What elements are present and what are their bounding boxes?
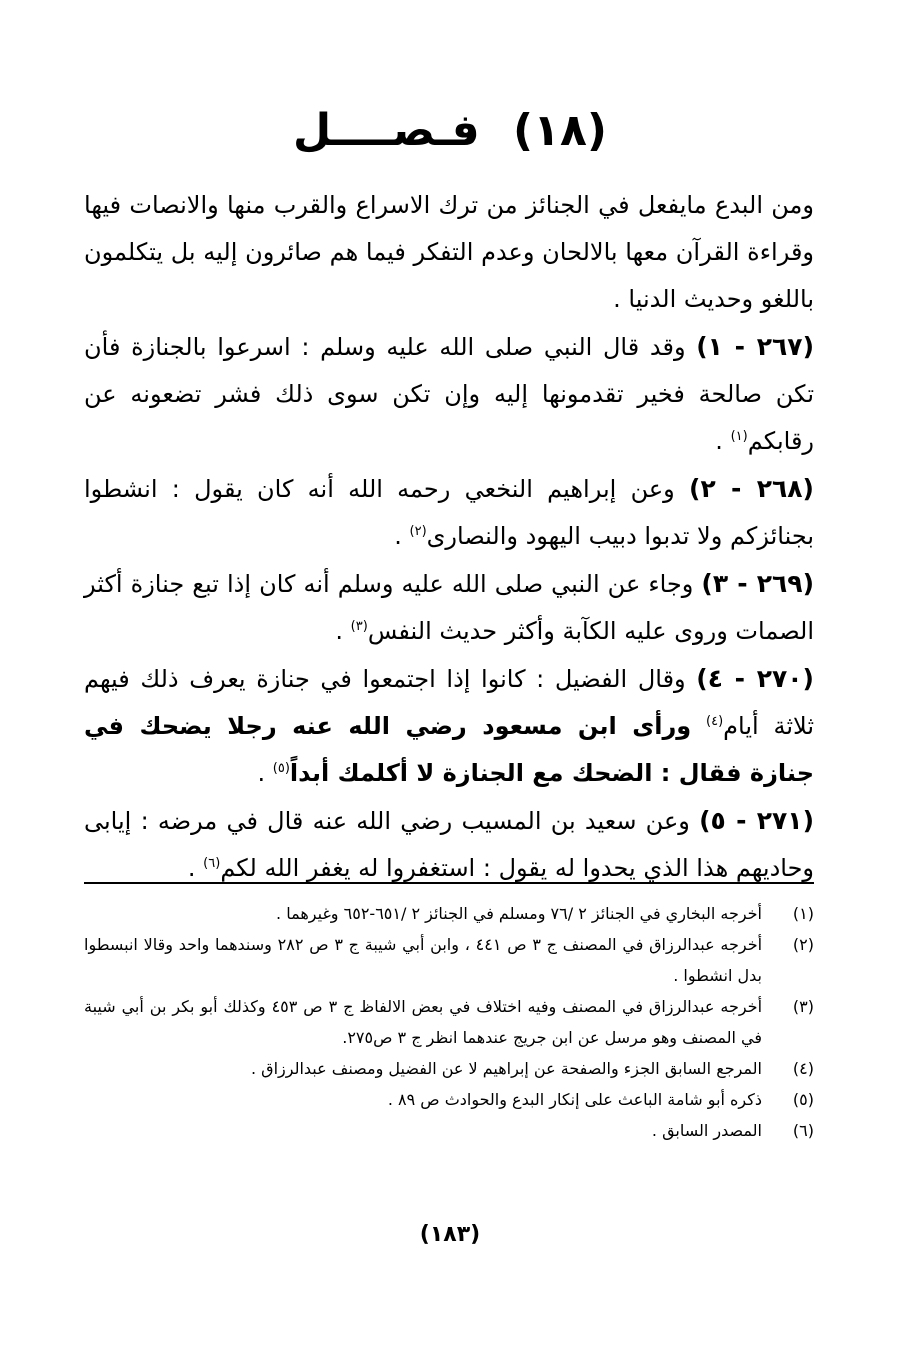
footnote-item (84, 898, 814, 929)
footnote-ref: (٣) (350, 619, 368, 634)
footnote-text: أخرجه البخاري في الجنائز ٢ /٧٦ ومسلم في الجنائز ٢ /٦٥١-٦٥٢ وغيرهما . (276, 904, 762, 923)
section-heading: فـصــــل (293, 105, 480, 156)
entry-text: وجاء عن النبي صلى الله عليه وسلم أنه كان إذا تبع جنازة أكثر الصمات وروى عليه الكآبة وأكثر حديث النفس (84, 570, 814, 645)
footnote-item (84, 991, 814, 1053)
entry-number: (٢٧٠ - ٤) (696, 664, 814, 693)
entry-end: . (715, 427, 723, 455)
section-number: (١٨) (513, 105, 607, 156)
entry-text: وعن إبراهيم النخعي رحمه الله أنه كان يقول : انشطوا بجنائزكم ولا تدبوا دبيب اليهود والنصارى (84, 475, 814, 550)
entry-text: وعن سعيد بن المسيب رضي الله عنه قال في مرضه : إيابى وحاديهم هذا الذي يحدوا له يقول : استغفروا له يغفر الله لكم (84, 807, 814, 882)
page-number: (١٨٣) (419, 1222, 481, 1247)
footnote-item (84, 1115, 814, 1146)
footnote-number: (٦) (792, 1121, 814, 1140)
main-text (84, 182, 814, 892)
entry-end: . (257, 759, 266, 787)
footnote-ref: (٤) (706, 714, 724, 729)
footnote-ref: (٦) (203, 856, 221, 871)
intro-paragraph: ومن البدع مايفعل في الجنائز من ترك الاسراع والقرب منها والانصات فيها وقراءة القرآن معها بالالحان وعدم التفكر فيما هم صائرون إليه بل يتكلمون باللغو وحديث الدنيا . (84, 191, 814, 313)
footnotes (84, 898, 814, 1146)
footnote-number: (٣) (792, 997, 814, 1016)
footnote-number: (٤) (792, 1059, 814, 1078)
footnote-text: أخرجه عبدالرزاق في المصنف ج ٣ ص ٤٤١ ، وابن أبي شيبة ج ٣ ص ٢٨٢ وسندهما واحد وقالا انبسطوا بدل انشطوا . (84, 935, 763, 985)
footnote-text: ذكره أبو شامة الباعث على إنكار البدع والحوادث ص ٨٩ . (387, 1090, 762, 1109)
entry-268 (84, 465, 814, 560)
footnote-text: أخرجه عبدالرزاق في المصنف وفيه اختلاف في بعض الالفاظ ج ٣ ص ٤٥٣ وكذلك أبو بكر بن أبي شيبة في المصنف وهو مرسل عن ابن جريج عندهما انظر ج ٣ ص٢٧٥. (84, 997, 763, 1047)
entry-text-continued: ورأى ابن مسعود رضي الله عنه رجلا يضحك في جنازة فقال : الضحك مع الجنازة لا أكلمك أبداً (84, 712, 814, 787)
entry-end: . (187, 854, 196, 882)
entry-text: وقال الفضيل : كانوا إذا اجتمعوا في جنازة يعرف ذلك فيهم ثلاثة أيام (84, 665, 814, 740)
entry-number: (٢٧١ - ٥) (699, 806, 814, 835)
entry-269 (84, 560, 814, 655)
footnote-ref: (١) (730, 429, 748, 444)
footnote-text: المصدر السابق . (651, 1121, 762, 1140)
section-title (0, 96, 900, 166)
footnote-number: (١) (792, 904, 814, 923)
entry-270 (84, 655, 814, 797)
footnote-text: المرجع السابق الجزء والصفحة عن إبراهيم لا عن الفضيل ومصنف عبدالرزاق . (251, 1059, 762, 1078)
footnote-ref: (٢) (409, 524, 427, 539)
entry-end: . (335, 617, 344, 645)
entry-number: (٢٦٩ - ٣) (701, 569, 814, 598)
entry-number: (٢٦٨ - ٢) (689, 474, 814, 503)
footnote-number: (٥) (792, 1090, 814, 1109)
entry-number: (٢٦٧ - ١) (696, 332, 814, 361)
entry-end: . (394, 522, 402, 550)
footnote-item (84, 1053, 814, 1084)
entry-271 (84, 797, 814, 892)
footnote-item (84, 929, 814, 991)
entry-267 (84, 323, 814, 465)
footnote-number: (٢) (792, 935, 814, 954)
footnote-ref: (٥) (272, 761, 290, 776)
footnote-item (84, 1084, 814, 1115)
footnote-separator (84, 882, 814, 884)
entry-text: وقد قال النبي صلى الله عليه وسلم : اسرعوا بالجنازة فأن تكن صالحة فخير تقدمونها إليه وإن تكن سوى ذلك فشر تضعونه عن رقابكم (84, 333, 814, 455)
